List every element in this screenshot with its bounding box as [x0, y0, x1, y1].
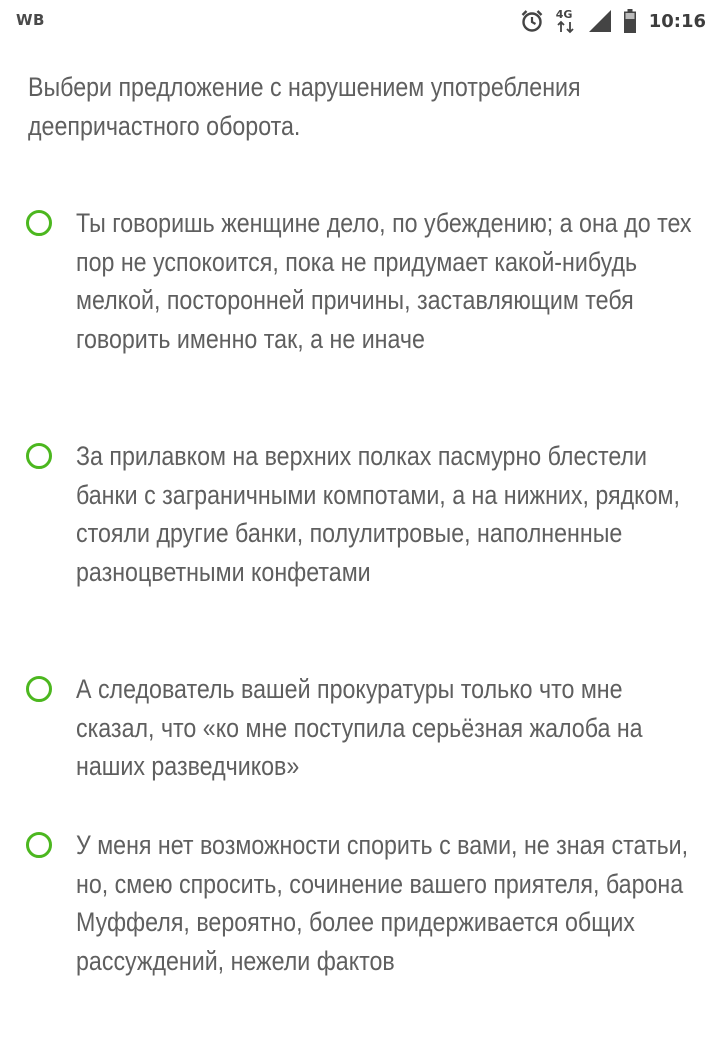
answer-option-1[interactable]	[26, 204, 706, 399]
radio-button[interactable]	[26, 676, 52, 702]
network-label: 4G	[555, 8, 573, 21]
answer-option-label: За прилавком на верхних полках пасмурно блестели банки с заграничными компотами, а на нижних, рядком, стояли другие банки, полулитровые, наполненные разноцветными конфетами	[76, 441, 680, 587]
battery-icon	[623, 8, 637, 34]
question-text: Выбери предложение с нарушением употребления деепричастного оборота.	[28, 72, 581, 141]
radio-button[interactable]	[26, 832, 52, 858]
answer-option-label: А следователь вашей прокуратуры только что мне сказал, что «ко мне поступила серьёзная жалоба на наших разведчиков»	[76, 674, 643, 781]
radio-button[interactable]	[26, 443, 52, 469]
clock: 10:16	[648, 10, 706, 32]
answer-option-label: У меня нет возможности спорить с вами, не зная статьи, но, смею спросить, сочинение вашего приятеля, барона Муффеля, вероятно, более придерживается общих рассуждений, нежели фактов	[76, 830, 689, 976]
answer-option-3[interactable]	[26, 670, 706, 788]
signal-icon	[587, 8, 613, 34]
answer-option-4[interactable]	[26, 826, 706, 1021]
answer-option-label: Ты говоришь женщине дело, по убеждению; а она до тех пор не успокоится, пока не придумает какой-нибудь мелкой, посторонней причины, заставляющим тебя говорить именно так, а не иначе	[76, 208, 692, 354]
radio-button[interactable]	[26, 210, 52, 236]
carrier-label: WB	[16, 11, 45, 29]
status-icons	[519, 6, 706, 36]
network-4g-icon	[555, 8, 577, 34]
answer-option-2[interactable]	[26, 437, 706, 632]
alarm-icon	[519, 8, 545, 34]
status-bar	[0, 0, 720, 44]
